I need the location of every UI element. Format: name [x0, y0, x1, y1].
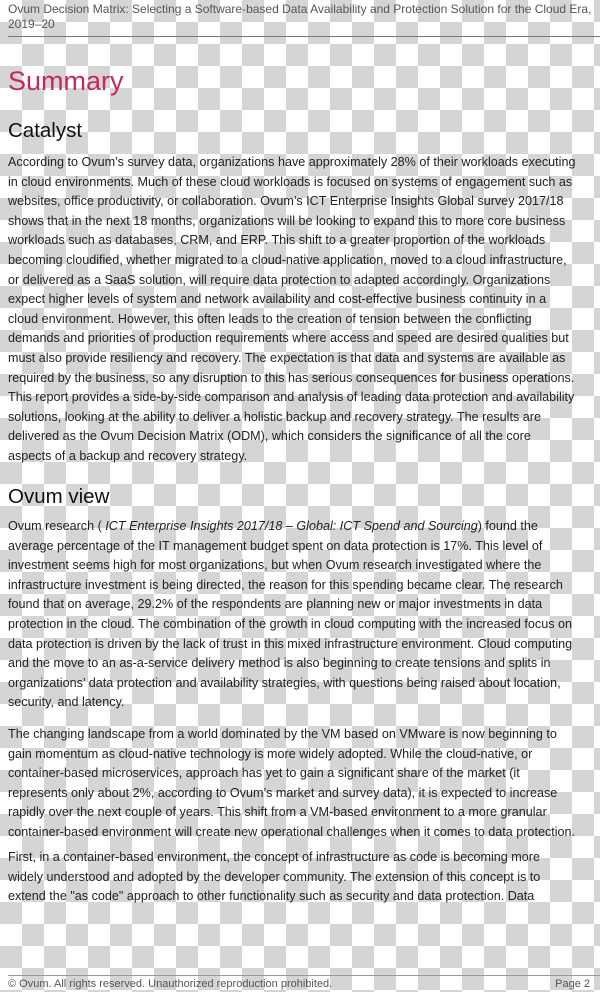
paragraph-line: delivered as the Ovum Decision Matrix (ODM), which considers the significance of all the core [8, 429, 531, 444]
ovum-view-paragraph-1 [8, 517, 572, 713]
paragraph-line: or delivered as a SaaS solution, will require data protection to adapted accordingly. Organizations [8, 272, 551, 287]
paragraph-line: solutions, looking at the ability to deliver a holistic backup and recovery strategy. The results are [8, 409, 541, 424]
paragraph-line: workloads such as databases, CRM, and ERP. This shift to a greater proportion of the workloads [8, 233, 546, 248]
paragraph-line: represents only about 2%, according to Ovum’s market and survey data), it is expected to increase [8, 785, 558, 800]
text: Ovum research ( [8, 519, 106, 533]
paragraph-line: shows that in the next 18 months, organizations will be looking to expand this to more core business [8, 213, 566, 228]
paragraph-line: protection in the cloud. The combination of the growth in cloud computing with the increased focus on [8, 616, 573, 631]
footer-copyright: © Ovum. All rights reserved. Unauthorized reproduction prohibited. [8, 978, 333, 990]
page-number: Page 2 [555, 978, 590, 990]
paragraph-line: websites, office productivity, or collaboration. Ovum’s ICT Enterprise Insights Global survey 2017/18 [8, 194, 564, 209]
paragraph-line: This report provides a side-by-side comparison and analysis of leading data protection and availability [8, 390, 575, 405]
paragraph-line: in cloud environments. Much of these cloud workloads is focused on systems of engagement such as [8, 174, 573, 189]
ovum-view-paragraph-2 [8, 725, 575, 843]
paragraph-line: average percentage of the IT management budget spent on data protection is 17%. This level of [8, 538, 543, 553]
paragraph-line: gain momentum as cloud-native technology is more widely adopted. While the cloud-native, or [8, 746, 533, 761]
ovum-view-paragraph-3 [8, 848, 540, 907]
paragraph-line: demands and priorities of production requirements where access and speed are desired qualities but [8, 331, 569, 346]
paragraph-line: becoming cloudified, whether migrated to a cloud-native application, moved to a cloud infrastructure, [8, 252, 567, 267]
paragraph-line: expect higher levels of system and network availability and cost-effective business continuity in a [8, 292, 547, 307]
paragraph-line: security, and latency. [8, 695, 125, 710]
header-title-line1: Ovum Decision Matrix: Selecting a Software-based Data Availability and Protection Solution for the Cloud Era, [8, 2, 592, 16]
running-header [8, 2, 598, 31]
heading-ovum-view: Ovum view [8, 485, 110, 508]
paragraph-line: First, in a container-based environment, the concept of infrastructure as code is becoming more [8, 850, 540, 864]
paragraph-line: and the move to an as-a-service delivery method is also beginning to create tensions and splits in [8, 656, 551, 671]
paragraph-line: According to Ovum’s survey data, organizations have approximately 28% of their workloads executing [8, 155, 576, 169]
paragraph-line: investment seems high for most organizations, but when Ovum research investigated where the [8, 558, 542, 573]
catalyst-paragraph [8, 153, 575, 467]
paragraph-line: infrastructure investment is being directed, the reason for this spending became clear. The research [8, 577, 563, 592]
section-title-summary: Summary [8, 66, 124, 96]
paragraph-line: The changing landscape from a world dominated by the VM based on VMware is now beginning to [8, 727, 557, 741]
paragraph-line: widely understood and adopted by the developer community. The extension of this concept is to [8, 869, 541, 884]
header-title-line2: 2019–20 [8, 16, 55, 31]
text: ) found the [477, 519, 538, 533]
paragraph-line: container-based environment will create new operational challenges when it comes to data protection. [8, 824, 576, 839]
paragraph-line: container-based microservices, approach has yet to gain a significant share of the market (it [8, 766, 520, 781]
cited-report-title: ICT Enterprise Insights 2017/18 – Global: ICT Spend and Sourcing [105, 519, 478, 533]
paragraph-line: aspects of a backup and recovery strategy. [8, 448, 248, 463]
paragraph-line: required by the business, so any disruption to this has serious consequences for business operations. [8, 370, 575, 385]
heading-catalyst: Catalyst [8, 119, 83, 142]
paragraph-line: cloud environment. However, this often leads to the creation of tension between the conflicting [8, 311, 532, 326]
header-divider [8, 36, 600, 37]
footer-divider [8, 975, 600, 976]
paragraph-line: organizations’ data protection and availability strategies, with questions being raised about location, [8, 675, 561, 690]
paragraph-line: extend the "as code" approach to other functionality such as security and data protection. Data [8, 889, 535, 904]
paragraph-line: found that on average, 29.2% of the respondents are planning new or major investments in data [8, 597, 543, 612]
paragraph-line [8, 517, 572, 537]
paragraph-line: rapidly over the next couple of years. This shift from a VM-based environment to a more granular [8, 805, 547, 820]
paragraph-line: must also provide resiliency and recovery. The expectation is that data and systems are available as [8, 350, 566, 365]
paragraph-line: data protection is driven by the lack of trust in this mixed infrastructure environment. Cloud computing [8, 636, 573, 651]
